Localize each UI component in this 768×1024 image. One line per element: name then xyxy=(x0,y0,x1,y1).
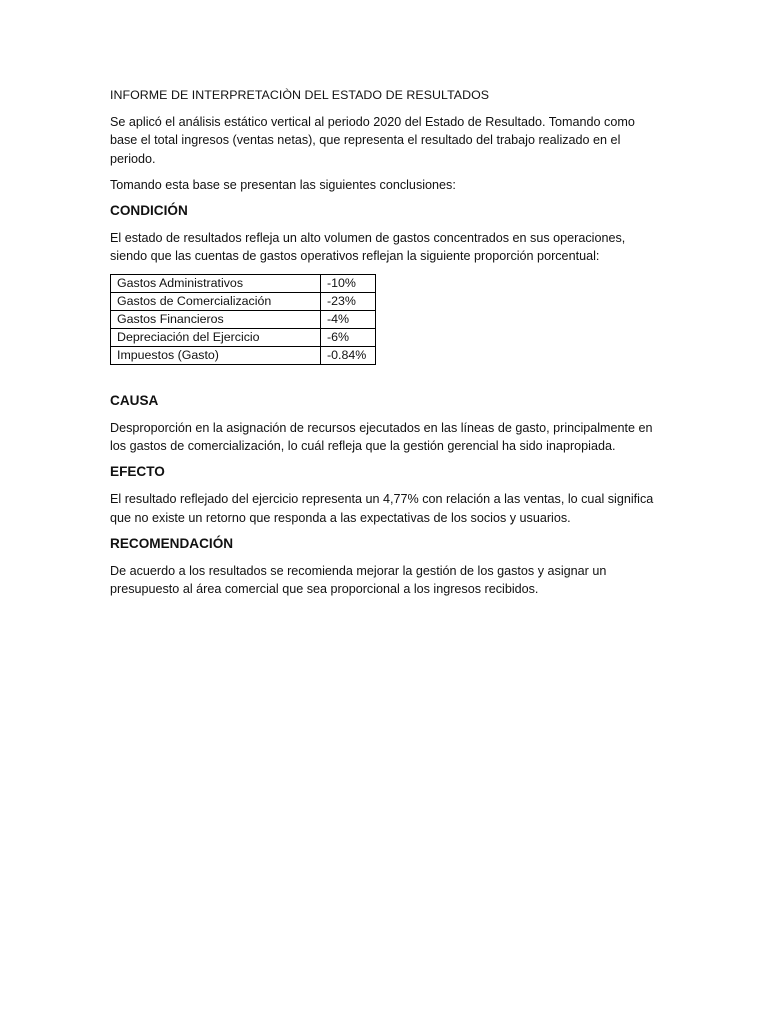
section-text-recomendacion: De acuerdo a los resultados se recomienda mejorar la gestión de los gastos y asignar un presupuesto al área comercial que sea proporcional a los ingresos recibidos. xyxy=(110,563,607,597)
section-heading-condicion: CONDICIÓN xyxy=(110,203,188,219)
table-cell-value: -0.84% xyxy=(321,346,376,364)
table-row xyxy=(111,310,376,328)
table-row xyxy=(111,274,376,292)
table-cell-value: -6% xyxy=(321,328,376,346)
table-cell-value: -4% xyxy=(321,310,376,328)
section-text-causa: Desproporción en la asignación de recursos ejecutados en las líneas de gasto, principalmente en los gastos de comercialización, lo cuál refleja que la gestión gerencial ha sido inapropiada. xyxy=(110,420,653,454)
table-cell-value: -23% xyxy=(321,292,376,310)
table-cell-concept: Gastos Administrativos xyxy=(111,274,321,292)
section-text-efecto: El resultado reflejado del ejercicio representa un 4,77% con relación a las ventas, lo cual significa que no existe un retorno que responda a las expectativas de los socios y usuarios. xyxy=(110,492,654,525)
section-heading-efecto: EFECTO xyxy=(110,464,165,480)
table-cell-concept: Gastos de Comercialización xyxy=(111,292,321,310)
section-heading-recomendacion: RECOMENDACIÓN xyxy=(110,535,234,551)
intro-paragraph: Tomando esta base se presentan las siguientes conclusiones: xyxy=(110,177,456,192)
expense-proportion-table xyxy=(110,274,376,365)
table-cell-concept: Depreciación del Ejercicio xyxy=(111,328,321,346)
section-text-condicion: El estado de resultados refleja un alto volumen de gastos concentrados en sus operaciones, siendo que las cuentas de gastos operativos reflejan la siguiente proporción porcentual: xyxy=(110,231,626,264)
document-page xyxy=(110,86,655,607)
table-row xyxy=(111,292,376,310)
table-cell-concept: Impuestos (Gasto) xyxy=(111,346,321,364)
section-heading-causa: CAUSA xyxy=(110,392,159,408)
table-row xyxy=(111,346,376,364)
table-row xyxy=(111,328,376,346)
intro-paragraph: Se aplicó el análisis estático vertical al periodo 2020 del Estado de Resultado. Tomando como base el total ingresos (ventas netas), que representa el resultado del trabajo realizado en el periodo. xyxy=(110,115,635,166)
table-cell-value: -10% xyxy=(321,274,376,292)
table-cell-concept: Gastos Financieros xyxy=(111,310,321,328)
document-title: INFORME DE INTERPRETACIÒN DEL ESTADO DE RESULTADOS xyxy=(110,88,490,102)
